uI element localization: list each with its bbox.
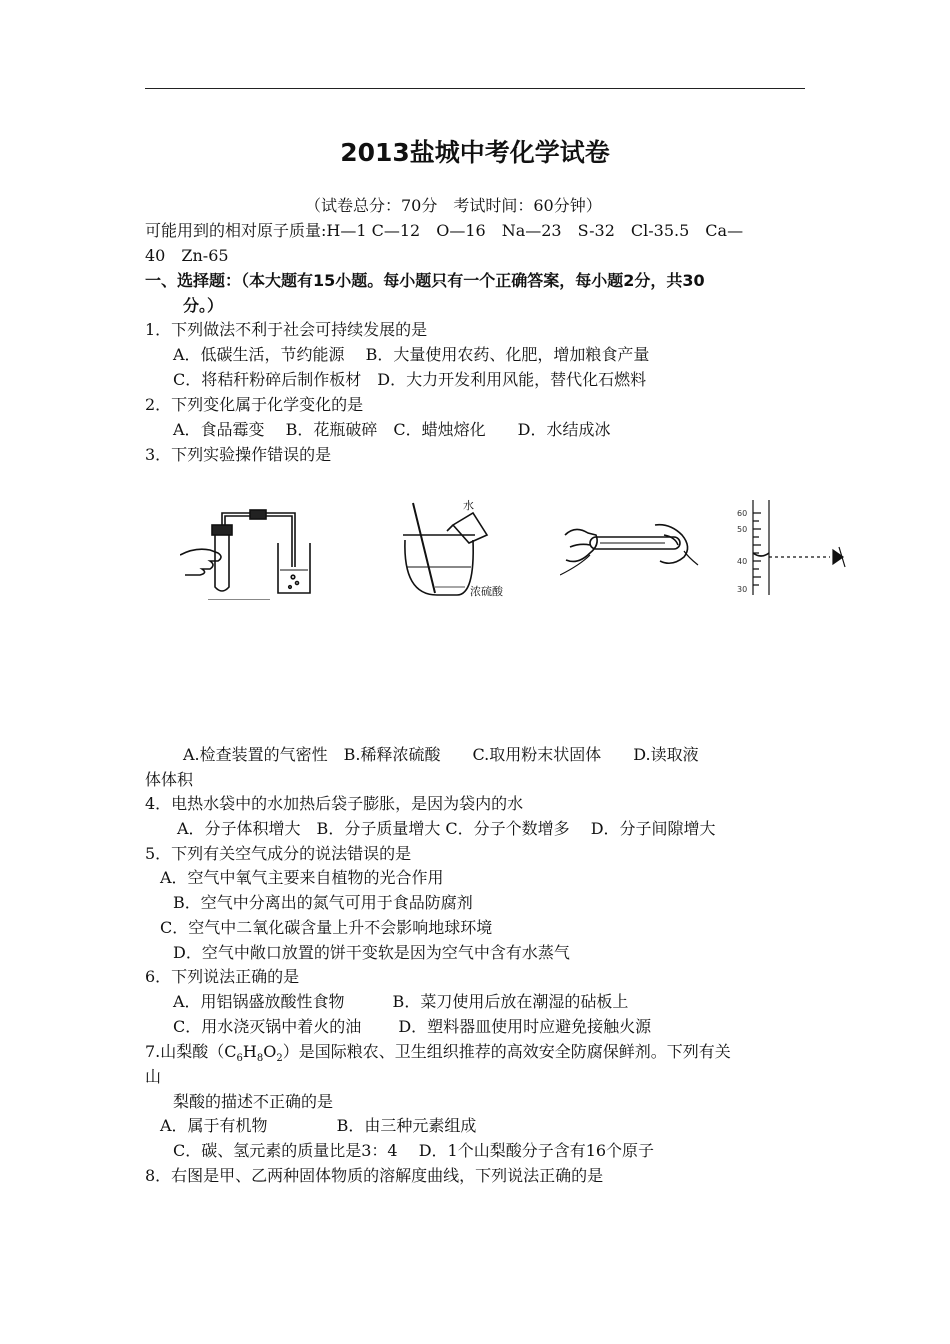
powder-solid-figure: [560, 495, 700, 590]
q7-options-ab: A．属于有机物 B．由三种元素组成: [160, 1116, 477, 1135]
scale-40: 40: [737, 557, 748, 566]
atomic-mass-line-1: 可能用到的相对原子质量:H—1 C—12 O—16 Na—23 S-32 Cl-35.5 Ca—: [145, 221, 744, 240]
scale-30: 30: [737, 585, 748, 594]
label-water: 水: [463, 499, 474, 512]
q2-stem: 2．下列变化属于化学变化的是: [145, 395, 364, 414]
q7-options-cd: C．碳、氢元素的质量比是3：4 D．1个山梨酸分子含有16个原子: [173, 1141, 655, 1160]
graduated-cylinder-figure: [735, 495, 850, 595]
q7-stem-wrap: 山: [145, 1067, 162, 1086]
q7-stem: 7.山梨酸$(C_6H_8O_2)$是国际粮农、卫生组织推荐的高效安全防腐保鲜剂。下列有关: [145, 1042, 731, 1065]
q8-stem: 8．右图是甲、乙两种固体物质的溶解度曲线，下列说法正确的是: [145, 1166, 604, 1185]
q6-stem: 6．下列说法正确的是: [145, 967, 300, 986]
q3-stem: 3．下列实验操作错误的是: [145, 445, 332, 464]
exam-info: （试卷总分：70分 考试时间：60分钟）: [305, 196, 602, 215]
q1-options-cd: C．将秸秆粉碎后制作板材 D．大力开发利用风能，替代化石燃料: [173, 370, 647, 389]
q7-stem-line-2: 梨酸的描述不正确的是: [173, 1092, 334, 1111]
section-heading-2: 分。）: [183, 296, 224, 315]
dilute-acid-figure: [395, 495, 535, 600]
q3-options-line-2: 体体积: [145, 770, 194, 789]
atomic-mass-line-2: 40 Zn-65: [145, 246, 229, 265]
q3-options-line-1: A.检查装置的气密性 B.稀释浓硫酸 C.取用粉末状固体 D.读取液: [183, 745, 699, 764]
q5-stem: 5．下列有关空气成分的说法错误的是: [145, 844, 412, 863]
header-rule: [145, 88, 805, 89]
q4-options: A．分子体积增大 B．分子质量增大 C．分子个数增多 D．分子间隙增大: [177, 819, 716, 838]
q5-option-b: B．空气中分离出的氮气可用于食品防腐剂: [173, 893, 473, 912]
q1-options-ab: A．低碳生活，节约能源 B．大量使用农药、化肥，增加粮食产量: [173, 345, 650, 364]
section-heading-1: 一、选择题：（本大题有15小题。每小题只有一个正确答案，每小题2分，共30: [145, 271, 705, 290]
q1-stem: 1．下列做法不利于社会可持续发展的是: [145, 320, 428, 339]
q6-options-ab: A．用铝锅盛放酸性食物 B．菜刀使用后放在潮湿的砧板上: [173, 992, 629, 1011]
page-title: 2013盐城中考化学试卷: [340, 138, 610, 167]
q2-options: A．食品霉变 B．花瓶破碎 C．蜡烛熔化 D．水结成冰: [173, 420, 611, 439]
airtightness-apparatus-figure: [180, 495, 330, 600]
q5-option-d: D．空气中敞口放置的饼干变软是因为空气中含有水蒸气: [173, 943, 570, 962]
scale-50: 50: [737, 525, 748, 534]
q5-option-c: C．空气中二氧化碳含量上升不会影响地球环境: [160, 918, 493, 937]
label-conc-acid: 浓硫酸: [470, 585, 503, 598]
scale-60: 60: [737, 509, 748, 518]
q5-option-a: A．空气中氧气主要来自植物的光合作用: [160, 868, 444, 887]
q4-stem: 4．电热水袋中的水加热后袋子膨胀，是因为袋内的水: [145, 794, 524, 813]
q6-options-cd: C．用水浇灭锅中着火的油 D．塑料器皿使用时应避免接触火源: [173, 1017, 652, 1036]
q3-figures: [180, 495, 850, 605]
